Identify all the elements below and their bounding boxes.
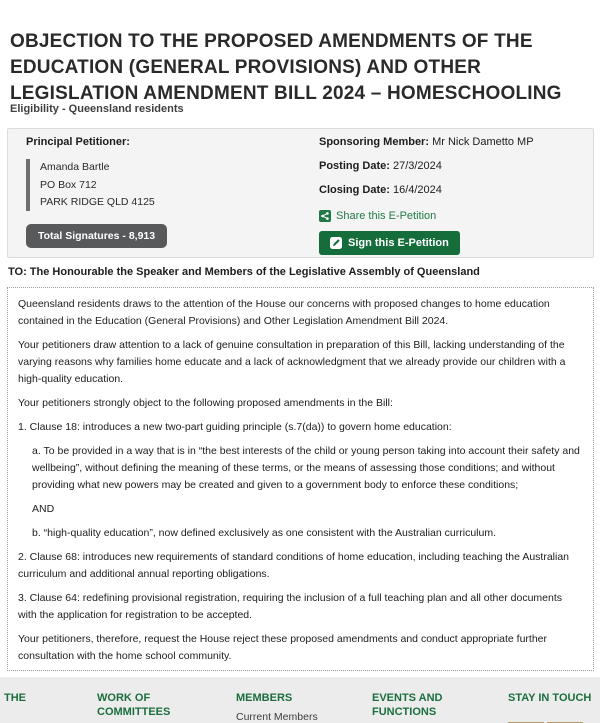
footer-column-events xyxy=(372,691,467,719)
footer-heading-members[interactable]: MEMBERS xyxy=(236,692,293,704)
principal-petitioner-label: Principal Petitioner: xyxy=(26,136,130,148)
petition-paragraph: AND xyxy=(32,503,55,515)
petition-paragraph: 3. Clause 64: redefining provisional registration, requiring the inclusion of a full teaching plan and all other documents with the application for registration to be accepted. xyxy=(18,592,562,621)
petitioner-address xyxy=(26,159,167,211)
footer-column-members xyxy=(236,691,351,723)
petitioner-column xyxy=(26,136,167,248)
closing-date-label: Closing Date: xyxy=(319,184,390,196)
petition-paragraph: 2. Clause 68: introduces new requirements of standard conditions of home education, including teaching the Australian curriculum and additional annual reporting obligations. xyxy=(18,551,570,580)
sponsoring-member-value: Mr Nick Dametto MP xyxy=(432,136,534,148)
footer-heading-stay-in-touch[interactable]: STAY IN TOUCH xyxy=(508,692,592,704)
petition-paragraph: a. To be provided in a way that is in “the best interests of the child or young person taking into account their safety and wellbeing”, without defining the meaning of these terms, or the means of assessing those conditions; and without providing what new powers may be created and given to a government body to enforce these conditions; xyxy=(32,445,580,491)
petition-info-panel xyxy=(7,128,594,258)
petition-paragraph: 1. Clause 18: introduces a new two-part guiding principle (s.7(da)) to govern home education: xyxy=(18,421,452,433)
closing-date-value: 16/4/2024 xyxy=(392,184,442,196)
sponsoring-member-label: Sponsoring Member: xyxy=(319,136,430,148)
posting-date-value: 27/3/2024 xyxy=(392,160,442,172)
posting-date-label: Posting Date: xyxy=(319,160,390,172)
sponsoring-member-row xyxy=(319,136,534,149)
petition-details-column xyxy=(319,136,534,255)
petition-paragraph: Your petitioners strongly object to the following proposed amendments in the Bill: xyxy=(18,397,393,409)
petition-paragraph: Your petitioners, therefore, request the House reject these proposed amendments and conduct appropriate further consultation with the home school community. xyxy=(18,633,548,662)
footer-heading-events-and-functions[interactable]: EVENTS AND FUNCTIONS xyxy=(372,692,443,718)
footer-heading-work-of-committees[interactable]: WORK OF COMMITTEES xyxy=(97,692,171,718)
page-title: OBJECTION TO THE PROPOSED AMENDMENTS OF THE EDUCATION (GENERAL PROVISIONS) AND OTHER LEGISLATION AMENDMENT BILL 2024 – HOMESCHOOLING xyxy=(10,31,562,104)
pencil-square-icon xyxy=(330,237,342,249)
petition-paragraph: b. “high-quality education”, now defined exclusively as one consistent with the Australian curriculum. xyxy=(32,527,496,539)
petition-text xyxy=(7,287,594,671)
addressee-line: TO: The Honourable the Speaker and Members of the Legislative Assembly of Queensland xyxy=(8,266,480,278)
eligibility-text: Eligibility - Queensland residents xyxy=(10,103,184,115)
footer-column-stay-in-touch xyxy=(508,691,600,723)
address-line: PARK RIDGE QLD 4125 xyxy=(40,195,155,208)
posting-date-row xyxy=(319,160,534,173)
address-line: PO Box 712 xyxy=(40,178,97,191)
petition-paragraph: Your petitioners draw attention to a lack of genuine consultation in preparation of this Bill, lacking understanding of the varying reasons why families home educate and a lack of acknowledgment that we already provide our children with a high-quality education. xyxy=(18,339,566,385)
sign-petition-button[interactable] xyxy=(319,231,460,255)
footer-heading-the[interactable]: THE xyxy=(4,692,26,704)
share-petition-link[interactable] xyxy=(319,210,534,222)
footer-link-current-members[interactable]: Current Members xyxy=(236,711,318,723)
address-line: Amanda Bartle xyxy=(40,161,110,174)
footer-column-work-of-committees xyxy=(97,691,187,719)
share-icon xyxy=(319,210,331,222)
closing-date-row xyxy=(319,184,534,197)
page-footer xyxy=(0,677,600,723)
petition-paragraph: Queensland residents draws to the attention of the House our concerns with proposed changes to home education contained in the Education (General Provisions) and Other Legislation Amendment Bill 2024. xyxy=(18,298,550,327)
sign-button-label: Sign this E-Petition xyxy=(348,237,449,249)
share-link-label: Share this E-Petition xyxy=(336,210,437,222)
total-signatures-badge: Total Signatures - 8,913 xyxy=(26,224,167,248)
